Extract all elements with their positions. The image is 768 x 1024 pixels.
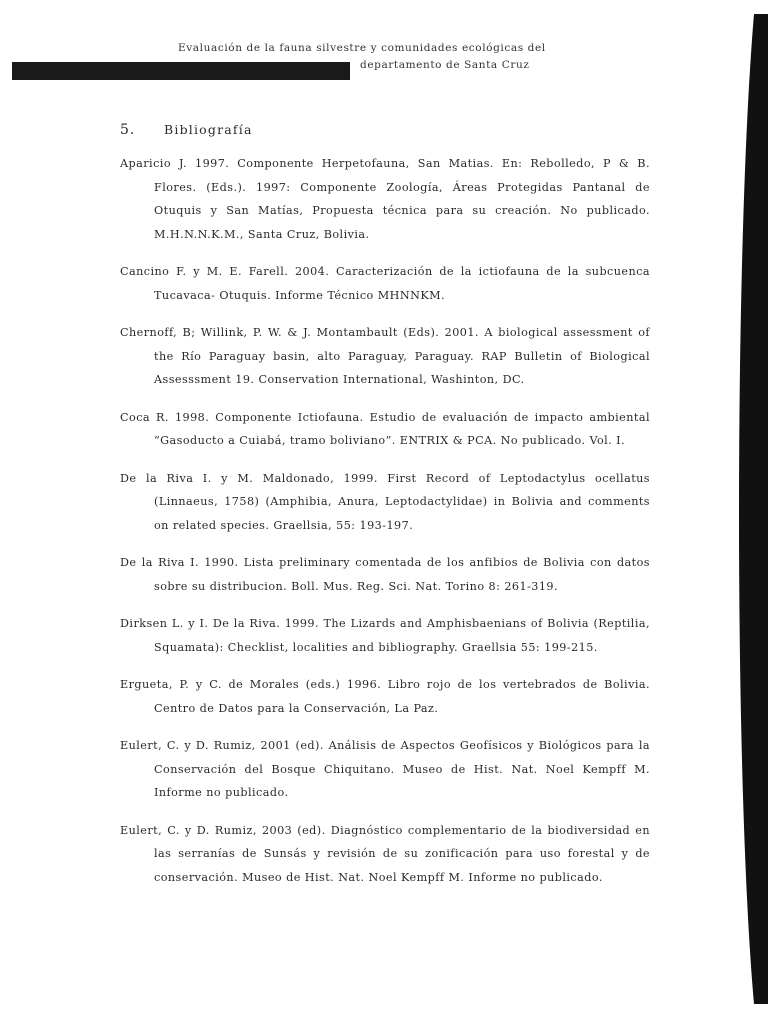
section-heading xyxy=(120,122,253,138)
bibliography-entry: Chernoff, B; Willink, P. W. & J. Montambault (Eds). 2001. A biological assessment of the Río Paraguay basin, alto Paraguay, Paraguay. RAP Bulletin of Biological Assesssment 19. Conservation International, Washinton, DC. xyxy=(120,326,650,386)
bibliography-list xyxy=(120,152,650,903)
bibliography-entry: Aparicio J. 1997. Componente Herpetofauna, San Matias. En: Rebolledo, P & B. Flores. (Eds.). 1997: Componente Zoología, Áreas Protegidas Pantanal de Otuquis y San Matías, Propuesta técnica para su creación. No publicado. M.H.N.N.K.M., Santa Cruz, Bolivia. xyxy=(120,157,650,241)
running-header-line-2: departamento de Santa Cruz xyxy=(360,59,530,71)
section-title: Bibliografía xyxy=(164,122,253,137)
bibliography-entry: Cancino F. y M. E. Farell. 2004. Caracterización de la ictiofauna de la subcuenca Tucavaca- Otuquis. Informe Técnico MHNNKM. xyxy=(120,265,650,302)
running-header-line-1: Evaluación de la fauna silvestre y comunidades ecológicas del xyxy=(178,42,546,54)
bibliography-entry: Coca R. 1998. Componente Ictiofauna. Estudio de evaluación de impacto ambiental “Gasoducto a Cuiabá, tramo boliviano”. ENTRIX & PCA. No publicado. Vol. I. xyxy=(120,410,650,447)
section-number: 5. xyxy=(120,122,136,138)
bibliography-entry: Ergueta, P. y C. de Morales (eds.) 1996. Libro rojo de los vertebrados de Bolivia. Centro de Datos para la Conservación, La Paz. xyxy=(120,678,650,715)
side-decoration xyxy=(700,0,768,1024)
page-number: 51 xyxy=(721,492,739,507)
bibliography-entry: Eulert, C. y D. Rumiz, 2001 (ed). Análisis de Aspectos Geofísicos y Biológicos para la Conservación del Bosque Chiquitano. Museo de Hist. Nat. Noel Kempff M. Informe no publicado. xyxy=(120,739,650,799)
bibliography-entry: De la Riva I. y M. Maldonado, 1999. First Record of Leptodactylus ocellatus (Linnaeus, 1758) (Amphibia, Anura, Leptodactylidae) in Bolivia and comments on related species. Graellsia, 55: 193-197. xyxy=(120,471,650,532)
bibliography-entry: Eulert, C. y D. Rumiz, 2003 (ed). Diagnóstico complementario de la biodiversidad en las serranías de Sunsás y revisión de su zonificación para uso forestal y de conservación. Museo de Hist. Nat. Noel Kempff M. Informe no publicado. xyxy=(120,823,650,884)
bibliography-entry: De la Riva I. 1990. Lista preliminary comentada de los anfibios de Bolivia con datos sobre su distribucion. Boll. Mus. Reg. Sci. Nat. Torino 8: 261-319. xyxy=(120,556,650,593)
bibliography-entry: Dirksen L. y I. De la Riva. 1999. The Lizards and Amphisbaenians of Bolivia (Reptilia, Squamata): Checklist, localities and bibliography. Graellsia 55: 199-215. xyxy=(120,617,650,654)
header-bar xyxy=(12,62,350,80)
